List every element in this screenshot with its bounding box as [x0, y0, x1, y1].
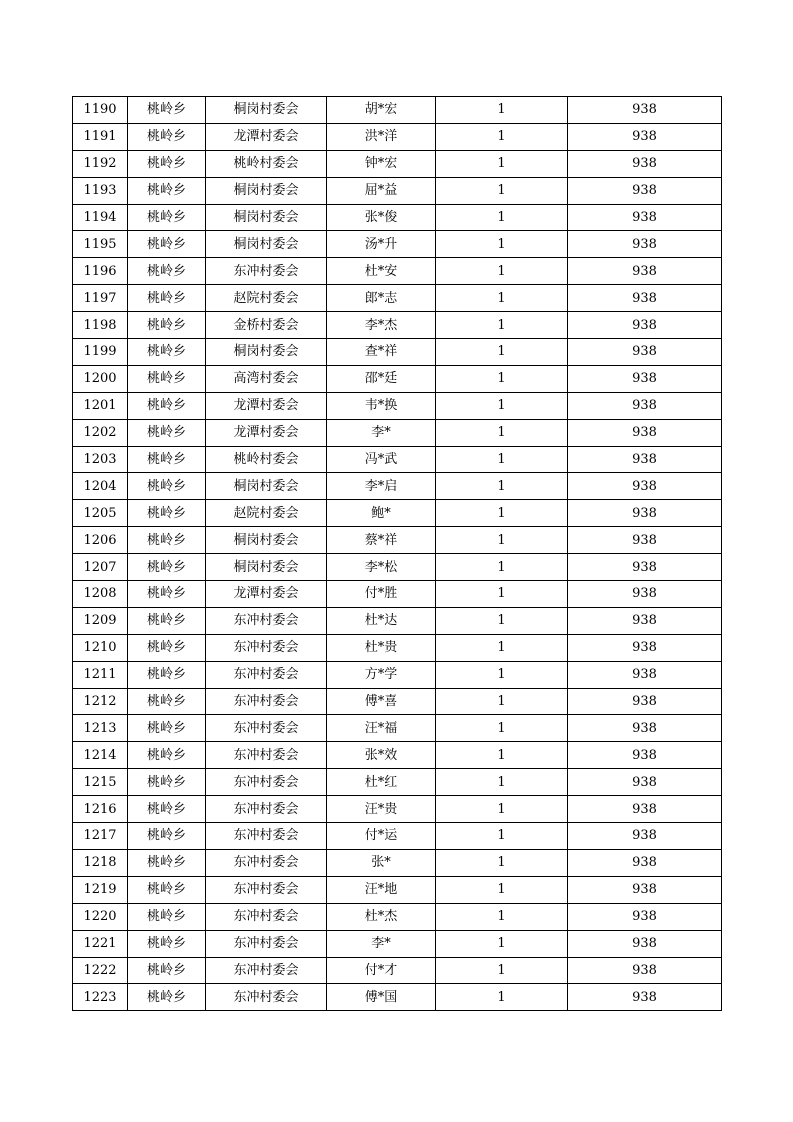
name-cell: 杜*红 [327, 769, 436, 796]
name-cell: 傅*喜 [327, 688, 436, 715]
village-committee-cell: 桐岗村委会 [206, 527, 327, 554]
village-committee-cell: 东冲村委会 [206, 984, 327, 1011]
township-cell: 桃岭乡 [128, 688, 206, 715]
table-row [73, 204, 722, 231]
name-cell: 李*启 [327, 473, 436, 500]
village-committee-cell: 东冲村委会 [206, 258, 327, 285]
row-number-cell: 1207 [73, 554, 128, 581]
village-committee-cell: 金桥村委会 [206, 312, 327, 339]
count-cell: 1 [436, 984, 568, 1011]
table-row [73, 123, 722, 150]
amount-cell: 938 [568, 392, 722, 419]
amount-cell: 938 [568, 473, 722, 500]
count-cell: 1 [436, 204, 568, 231]
amount-cell: 938 [568, 527, 722, 554]
table-row [73, 446, 722, 473]
township-cell: 桃岭乡 [128, 527, 206, 554]
village-committee-cell: 东冲村委会 [206, 634, 327, 661]
village-committee-cell: 桐岗村委会 [206, 177, 327, 204]
village-committee-cell: 桐岗村委会 [206, 473, 327, 500]
village-committee-cell: 东冲村委会 [206, 849, 327, 876]
amount-cell: 938 [568, 661, 722, 688]
village-committee-cell: 龙潭村委会 [206, 123, 327, 150]
township-cell: 桃岭乡 [128, 769, 206, 796]
name-cell: 汪*贵 [327, 796, 436, 823]
table-row [73, 876, 722, 903]
row-number-cell: 1210 [73, 634, 128, 661]
amount-cell: 938 [568, 715, 722, 742]
row-number-cell: 1196 [73, 258, 128, 285]
amount-cell: 938 [568, 876, 722, 903]
name-cell: 李*杰 [327, 312, 436, 339]
village-committee-cell: 桐岗村委会 [206, 231, 327, 258]
township-cell: 桃岭乡 [128, 231, 206, 258]
row-number-cell: 1209 [73, 607, 128, 634]
table-body [73, 97, 722, 1011]
row-number-cell: 1216 [73, 796, 128, 823]
amount-cell: 938 [568, 903, 722, 930]
amount-cell: 938 [568, 150, 722, 177]
name-cell: 胡*宏 [327, 97, 436, 124]
township-cell: 桃岭乡 [128, 634, 206, 661]
township-cell: 桃岭乡 [128, 581, 206, 608]
name-cell: 洪*洋 [327, 123, 436, 150]
count-cell: 1 [436, 688, 568, 715]
township-cell: 桃岭乡 [128, 500, 206, 527]
table-row [73, 150, 722, 177]
table-row [73, 769, 722, 796]
count-cell: 1 [436, 365, 568, 392]
table-row [73, 258, 722, 285]
name-cell: 杜*达 [327, 607, 436, 634]
township-cell: 桃岭乡 [128, 903, 206, 930]
village-committee-cell: 东冲村委会 [206, 661, 327, 688]
township-cell: 桃岭乡 [128, 285, 206, 312]
village-committee-cell: 东冲村委会 [206, 688, 327, 715]
row-number-cell: 1211 [73, 661, 128, 688]
row-number-cell: 1202 [73, 419, 128, 446]
amount-cell: 938 [568, 823, 722, 850]
amount-cell: 938 [568, 957, 722, 984]
village-committee-cell: 桐岗村委会 [206, 339, 327, 366]
row-number-cell: 1221 [73, 930, 128, 957]
name-cell: 付*胜 [327, 581, 436, 608]
table-row [73, 392, 722, 419]
village-committee-cell: 桃岭村委会 [206, 150, 327, 177]
table-row [73, 957, 722, 984]
row-number-cell: 1212 [73, 688, 128, 715]
amount-cell: 938 [568, 500, 722, 527]
table-row [73, 984, 722, 1011]
amount-cell: 938 [568, 204, 722, 231]
row-number-cell: 1219 [73, 876, 128, 903]
village-committee-cell: 桃岭村委会 [206, 446, 327, 473]
name-cell: 傅*国 [327, 984, 436, 1011]
row-number-cell: 1192 [73, 150, 128, 177]
village-committee-cell: 桐岗村委会 [206, 97, 327, 124]
township-cell: 桃岭乡 [128, 796, 206, 823]
village-committee-cell: 赵院村委会 [206, 285, 327, 312]
row-number-cell: 1208 [73, 581, 128, 608]
count-cell: 1 [436, 123, 568, 150]
count-cell: 1 [436, 634, 568, 661]
village-committee-cell: 龙潭村委会 [206, 392, 327, 419]
township-cell: 桃岭乡 [128, 365, 206, 392]
table-row [73, 312, 722, 339]
village-committee-cell: 东冲村委会 [206, 876, 327, 903]
township-cell: 桃岭乡 [128, 123, 206, 150]
count-cell: 1 [436, 339, 568, 366]
count-cell: 1 [436, 876, 568, 903]
count-cell: 1 [436, 581, 568, 608]
table-row [73, 339, 722, 366]
count-cell: 1 [436, 285, 568, 312]
row-number-cell: 1203 [73, 446, 128, 473]
name-cell: 查*祥 [327, 339, 436, 366]
table-row [73, 527, 722, 554]
name-cell: 杜*贵 [327, 634, 436, 661]
amount-cell: 938 [568, 177, 722, 204]
amount-cell: 938 [568, 554, 722, 581]
table-row [73, 581, 722, 608]
name-cell: 方*学 [327, 661, 436, 688]
village-committee-cell: 东冲村委会 [206, 769, 327, 796]
village-committee-cell: 龙潭村委会 [206, 419, 327, 446]
row-number-cell: 1200 [73, 365, 128, 392]
row-number-cell: 1220 [73, 903, 128, 930]
count-cell: 1 [436, 607, 568, 634]
township-cell: 桃岭乡 [128, 715, 206, 742]
row-number-cell: 1199 [73, 339, 128, 366]
township-cell: 桃岭乡 [128, 607, 206, 634]
table-row [73, 849, 722, 876]
name-cell: 李* [327, 930, 436, 957]
count-cell: 1 [436, 661, 568, 688]
count-cell: 1 [436, 312, 568, 339]
row-number-cell: 1204 [73, 473, 128, 500]
table-row [73, 231, 722, 258]
amount-cell: 938 [568, 123, 722, 150]
row-number-cell: 1190 [73, 97, 128, 124]
amount-cell: 938 [568, 849, 722, 876]
township-cell: 桃岭乡 [128, 849, 206, 876]
row-number-cell: 1191 [73, 123, 128, 150]
village-committee-cell: 东冲村委会 [206, 796, 327, 823]
table-row [73, 930, 722, 957]
count-cell: 1 [436, 258, 568, 285]
name-cell: 鲍* [327, 500, 436, 527]
amount-cell: 938 [568, 419, 722, 446]
table-row [73, 607, 722, 634]
township-cell: 桃岭乡 [128, 97, 206, 124]
township-cell: 桃岭乡 [128, 392, 206, 419]
table-row [73, 715, 722, 742]
table-row [73, 634, 722, 661]
table-row [73, 742, 722, 769]
township-cell: 桃岭乡 [128, 446, 206, 473]
row-number-cell: 1213 [73, 715, 128, 742]
table-row [73, 97, 722, 124]
village-committee-cell: 东冲村委会 [206, 715, 327, 742]
table-row [73, 688, 722, 715]
village-committee-cell: 东冲村委会 [206, 957, 327, 984]
village-committee-cell: 龙潭村委会 [206, 581, 327, 608]
village-committee-cell: 东冲村委会 [206, 742, 327, 769]
amount-cell: 938 [568, 312, 722, 339]
table-row [73, 661, 722, 688]
name-cell: 张*俊 [327, 204, 436, 231]
amount-cell: 938 [568, 339, 722, 366]
beneficiary-table [72, 96, 722, 1011]
township-cell: 桃岭乡 [128, 177, 206, 204]
name-cell: 屈*益 [327, 177, 436, 204]
name-cell: 汪*福 [327, 715, 436, 742]
village-committee-cell: 高湾村委会 [206, 365, 327, 392]
name-cell: 邵*廷 [327, 365, 436, 392]
township-cell: 桃岭乡 [128, 554, 206, 581]
count-cell: 1 [436, 473, 568, 500]
count-cell: 1 [436, 742, 568, 769]
township-cell: 桃岭乡 [128, 204, 206, 231]
name-cell: 冯*武 [327, 446, 436, 473]
name-cell: 付*运 [327, 823, 436, 850]
row-number-cell: 1195 [73, 231, 128, 258]
amount-cell: 938 [568, 607, 722, 634]
table-row [73, 419, 722, 446]
amount-cell: 938 [568, 984, 722, 1011]
row-number-cell: 1193 [73, 177, 128, 204]
row-number-cell: 1215 [73, 769, 128, 796]
row-number-cell: 1206 [73, 527, 128, 554]
count-cell: 1 [436, 903, 568, 930]
count-cell: 1 [436, 930, 568, 957]
amount-cell: 938 [568, 581, 722, 608]
count-cell: 1 [436, 500, 568, 527]
row-number-cell: 1197 [73, 285, 128, 312]
name-cell: 韦*换 [327, 392, 436, 419]
township-cell: 桃岭乡 [128, 876, 206, 903]
count-cell: 1 [436, 419, 568, 446]
row-number-cell: 1223 [73, 984, 128, 1011]
name-cell: 张*效 [327, 742, 436, 769]
village-committee-cell: 东冲村委会 [206, 607, 327, 634]
table-row [73, 903, 722, 930]
amount-cell: 938 [568, 688, 722, 715]
name-cell: 杜*安 [327, 258, 436, 285]
name-cell: 汤*升 [327, 231, 436, 258]
amount-cell: 938 [568, 258, 722, 285]
village-committee-cell: 东冲村委会 [206, 903, 327, 930]
count-cell: 1 [436, 554, 568, 581]
amount-cell: 938 [568, 634, 722, 661]
name-cell: 付*才 [327, 957, 436, 984]
township-cell: 桃岭乡 [128, 312, 206, 339]
count-cell: 1 [436, 849, 568, 876]
name-cell: 钟*宏 [327, 150, 436, 177]
table-row [73, 500, 722, 527]
row-number-cell: 1217 [73, 823, 128, 850]
amount-cell: 938 [568, 769, 722, 796]
table-row [73, 554, 722, 581]
township-cell: 桃岭乡 [128, 150, 206, 177]
name-cell: 杜*杰 [327, 903, 436, 930]
count-cell: 1 [436, 527, 568, 554]
township-cell: 桃岭乡 [128, 742, 206, 769]
village-committee-cell: 东冲村委会 [206, 823, 327, 850]
village-committee-cell: 桐岗村委会 [206, 554, 327, 581]
document-table-container [72, 96, 721, 1011]
table-row [73, 473, 722, 500]
count-cell: 1 [436, 715, 568, 742]
count-cell: 1 [436, 796, 568, 823]
table-row [73, 796, 722, 823]
row-number-cell: 1205 [73, 500, 128, 527]
row-number-cell: 1201 [73, 392, 128, 419]
count-cell: 1 [436, 769, 568, 796]
township-cell: 桃岭乡 [128, 339, 206, 366]
township-cell: 桃岭乡 [128, 661, 206, 688]
row-number-cell: 1218 [73, 849, 128, 876]
count-cell: 1 [436, 446, 568, 473]
township-cell: 桃岭乡 [128, 258, 206, 285]
name-cell: 张* [327, 849, 436, 876]
amount-cell: 938 [568, 930, 722, 957]
amount-cell: 938 [568, 231, 722, 258]
count-cell: 1 [436, 231, 568, 258]
count-cell: 1 [436, 177, 568, 204]
table-row [73, 365, 722, 392]
township-cell: 桃岭乡 [128, 957, 206, 984]
amount-cell: 938 [568, 796, 722, 823]
township-cell: 桃岭乡 [128, 930, 206, 957]
row-number-cell: 1198 [73, 312, 128, 339]
village-committee-cell: 赵院村委会 [206, 500, 327, 527]
count-cell: 1 [436, 957, 568, 984]
name-cell: 蔡*祥 [327, 527, 436, 554]
row-number-cell: 1222 [73, 957, 128, 984]
count-cell: 1 [436, 823, 568, 850]
name-cell: 汪*地 [327, 876, 436, 903]
township-cell: 桃岭乡 [128, 419, 206, 446]
table-row [73, 177, 722, 204]
name-cell: 郎*志 [327, 285, 436, 312]
amount-cell: 938 [568, 742, 722, 769]
name-cell: 李* [327, 419, 436, 446]
row-number-cell: 1194 [73, 204, 128, 231]
amount-cell: 938 [568, 285, 722, 312]
village-committee-cell: 东冲村委会 [206, 930, 327, 957]
table-row [73, 823, 722, 850]
township-cell: 桃岭乡 [128, 984, 206, 1011]
name-cell: 李*松 [327, 554, 436, 581]
township-cell: 桃岭乡 [128, 823, 206, 850]
row-number-cell: 1214 [73, 742, 128, 769]
count-cell: 1 [436, 97, 568, 124]
count-cell: 1 [436, 150, 568, 177]
amount-cell: 938 [568, 97, 722, 124]
township-cell: 桃岭乡 [128, 473, 206, 500]
amount-cell: 938 [568, 365, 722, 392]
village-committee-cell: 桐岗村委会 [206, 204, 327, 231]
count-cell: 1 [436, 392, 568, 419]
amount-cell: 938 [568, 446, 722, 473]
table-row [73, 285, 722, 312]
